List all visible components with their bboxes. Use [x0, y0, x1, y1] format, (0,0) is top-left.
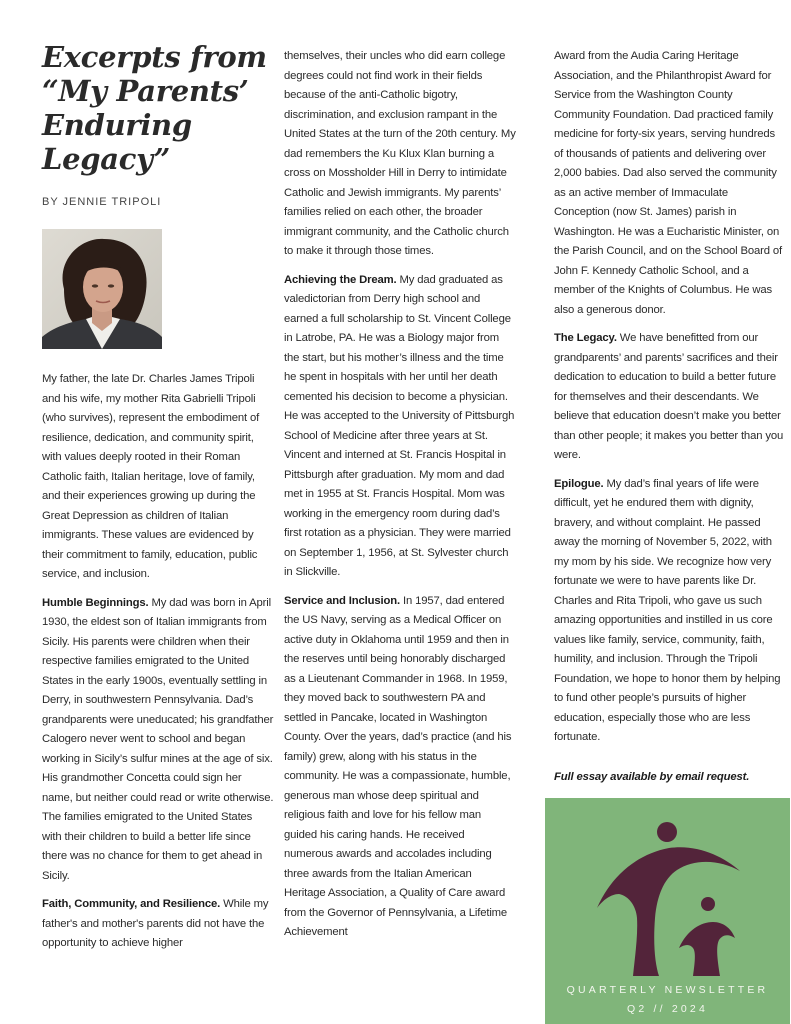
section-body: In 1957, dad entered the US Navy, serving as a Medical Officer on active duty in Oklahoma until 1959 and then in the reserves until being honorably discharged as a Lieutenant Commander in 1968. In 1959, they moved back to southwestern PA and settled in Pancake, located in Washington County. Over the years, dad’s practice (and his family) grew, along with his status in the community. He was a compassionate, humble, generous man whose deep spiritual and religious faith and love for his fellow man guided his caring hands. He received numerous awards and accolades including three awards from the Italian American Heritage Association, a Quality of Care award from the Governor of Pennsylvania, a Lifetime Achievement	[284, 594, 512, 938]
byline: BY JENNIE TRIPOLI	[42, 196, 162, 208]
section-heading: Achieving the Dream.	[284, 273, 397, 286]
section-service-inclusion	[284, 592, 516, 943]
section-legacy	[554, 329, 786, 466]
section-achieving-dream	[284, 271, 516, 583]
section-heading: Humble Beginnings.	[42, 596, 149, 609]
section-humble-beginnings	[42, 594, 274, 887]
adult-body-icon	[597, 847, 740, 976]
section-heading: Epilogue.	[554, 477, 604, 490]
newsletter-issue: Q2 // 2024	[626, 1003, 709, 1015]
newsletter-label: QUARTERLY NEWSLETTER	[566, 984, 769, 996]
child-head-icon	[701, 897, 715, 911]
section-body: We have benefitted from our grandparents’ and parents’ sacrifices and their dedication to education to build a better future for themselves and their descendants. We believe that education doesn’t make you better than other people; it makes you better than you were.	[554, 332, 784, 461]
column-2	[284, 47, 516, 952]
section-service-inclusion-continued: Award from the Audia Caring Heritage Association, and the Philanthropist Award for Service from the Washington County Community Foundation. Dad practiced family medicine for forty-six years, serving hundreds of thousands of patients and delivering over 2,000 babies. Dad also served the community as an active member of Immaculate Conception (now St. James) parish in Washington. He was a Eucharistic Minister, on the Parish Council, and on the School Board of John F. Kennedy Catholic School, and a member of the Knights of Columbus. He was also a generous donor.	[554, 50, 782, 316]
adult-head-icon	[657, 822, 677, 842]
newsletter-badge	[545, 798, 790, 1024]
author-photo	[42, 229, 162, 349]
section-body: My dad graduated as valedictorian from Derry high school and earned a full scholarship to St. Vincent College in Latrobe, PA. He was a Biology major from the start, but his mother’s illness and the time he spent in hospitals with her until her death cemented his decision to become a physician. He was accepted to the University of Pittsburgh School of Medicine after three years at St. Vincent and interned at St. Francis Hospital in Pittsburgh after graduation. My mom and dad met in 1955 at St. Francis Hospital. Mom was working in the emergency room during dad’s first rotation as a physician. They were married on September 1, 1956, at St. Sylvester church in Slickville.	[284, 273, 515, 578]
section-body: My dad’s final years of life were difficult, yet he endured them with dignity, bravery, and without complaint. He passed away the morning of November 5, 2022, with my mom by his side. We recognize how very fortunate we were to have parents like Dr. Charles and Rita Tripoli, who gave us such amazing opportunities and instilled in us core values like family, service, community, faith, humility, and inclusion. Through the Tripoli Foundation, we hope to honor them by helping to fund other people’s pursuits of higher education, especially those who are less fortunate.	[554, 477, 781, 743]
section-heading: Faith, Community, and Resilience.	[42, 898, 221, 910]
section-faith-community	[42, 895, 274, 954]
section-heading: The Legacy.	[554, 332, 617, 344]
section-epilogue	[554, 475, 786, 748]
section-heading: Service and Inclusion.	[284, 594, 400, 607]
intro-paragraph: My father, the late Dr. Charles James Tripoli and his wife, my mother Rita Gabrielli Tripoli (who survives), represent the embodiment of resilience, dedication, and community spirit, with values deeply rooted in their Roman Catholic faith, Italian heritage, love of family, and their experiences growing up during the Great Depression as children of Italian immigrants. These values are evidenced by their commitment to family, education, public service, and inclusion.	[42, 373, 260, 580]
column-3	[554, 47, 786, 796]
portrait-icon	[42, 229, 162, 349]
section-body: While my father's and mother's parents did not have the opportunity to achieve higher	[42, 898, 269, 949]
section-body: My dad was born in April 1930, the eldest son of Italian immigrants from Sicily. His parents were children when their respective families emigrated to the United States in the early 1900s, eventually settling in Derry, in southwestern Pennsylvania. Dad’s grandparents were uneducated; his grandfather Calogero never went to school and began working in Sicily’s sulfur mines at the age of six. His grandmother Concetta could sign her name, but neither could read or write otherwise. The families emigrated to the United States with their children to build a better life since there was no chance for them to get ahead in Sicily.	[42, 596, 274, 882]
closing-note: Full essay available by email request.	[554, 770, 750, 783]
section-faith-community-continued: themselves, their uncles who did earn college degrees could not find work in their fields because of the anti-Catholic bigotry, discrimination, and exclusion rampant in the United States at the turn of the 20th century. My dad remembers the Ku Klux Klan burning a cross on Mossholder Hill in Derry to intimidate Catholic and Jewish immigrants. My parents’ families relied on each other, the broader immigrant community, and the Catholic church to make it through those times.	[284, 50, 516, 257]
child-body-icon	[679, 922, 735, 976]
column-1	[42, 370, 274, 963]
article-title: Excerpts from “My Parents’ Enduring Legacy”	[42, 40, 267, 176]
